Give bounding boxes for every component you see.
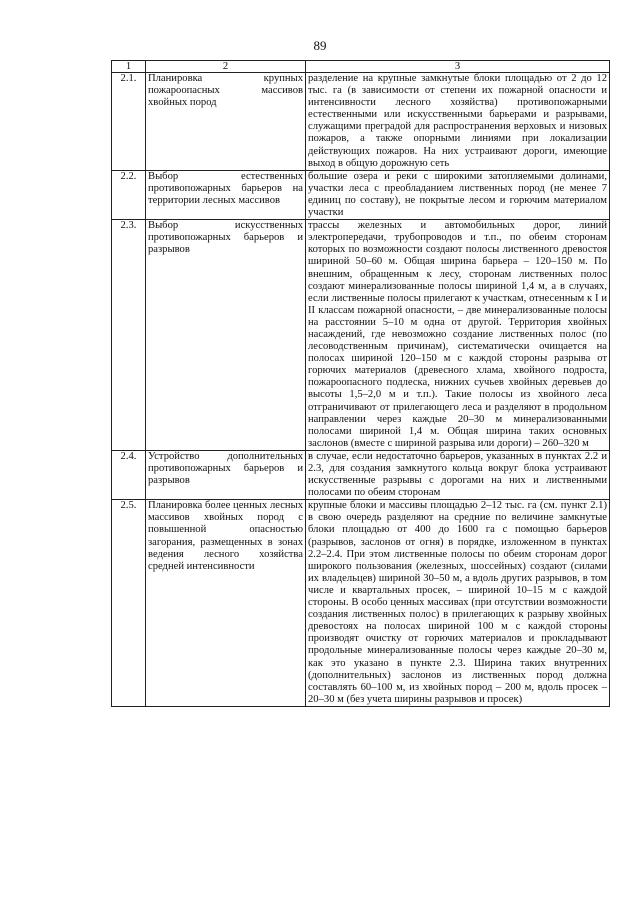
measure-description: большие озера и реки с широкими затопляемыми долинами, участки леса с преобладанием лиственных пород (не менее 7 единиц по составу), не покрытые лесом и горючим материалом участки [306, 170, 610, 219]
row-number: 2.1. [112, 73, 146, 171]
row-number: 2.2. [112, 170, 146, 219]
measure-name: Выбор естественных противопожарных барьеров на территории лесных массивов [146, 170, 306, 219]
measure-description: разделение на крупные замкнутые блоки площадью от 2 до 12 тыс. га (в зависимости от степени их пожарной опасности и интенсивности лесного хозяйства) противопожарными естественными или искусственными барьерами и разрывами, служащими преградой для распространения верховых и низовых пожаров, а также опорными линиями при локализации действующих пожаров. На них устраивают дороги, имеющие выход в общую дорожную сеть [306, 73, 610, 171]
table-header-row [112, 61, 610, 73]
table-row [112, 170, 610, 219]
measure-name: Планировка более ценных лесных массивов хвойных пород с повышенной опасностью загорания, размещенных в зонах ведения лесного хозяйства средней интенсивности [146, 500, 306, 707]
row-number: 2.5. [112, 500, 146, 707]
table-row [112, 450, 610, 499]
row-number: 2.3. [112, 220, 146, 451]
measure-description: трассы железных и автомобильных дорог, линий электропередачи, трубопроводов и т.п., по обеим сторонам которых по возможности создают полосы лиственного древостоя шириной 50–60 м. Общая ширина барьера – 120–150 м. По внешним, обращенным к лесу, сторонам лиственных полос создают минерализованные полосы шириной 1,4 м, а в случаях, если лиственные полосы прилегают к участкам, отнесенным к I и II классам пожарной опасности, – две минерализованные полосы на расстоянии 5–10 м одна от другой. Территория хвойных насаждений, где невозможно создание лиственных полос (по лесоводственным причинам), систематически очищается на полосах шириной 120–150 м с каждой стороны разрыва от горючих материалов (древесного хлама, хвойного подроста, пожароопасного подлеска, нижних сучьев хвойных деревьев до высоты 1,5–2,0 м и т.п.). Такие полосы из хвойного леса отграничивают от прилегающего леса и разделяют в продольном направлении через каждые 20–30 м минерализованными полосами шириной 1,4 м. Общая ширина таких основных заслонов (вместе с шириной разрыва или дороги) – 260–320 м [306, 220, 610, 451]
row-number: 2.4. [112, 450, 146, 499]
header-col-3: 3 [306, 61, 610, 73]
table-row [112, 220, 610, 451]
measures-table [111, 60, 610, 707]
measure-name: Выбор искусственных противопожарных барьеров и разрывов [146, 220, 306, 451]
table-row [112, 73, 610, 171]
measure-description: крупные блоки и массивы площадью 2–12 тыс. га (см. пункт 2.1) в свою очередь разделяют на средние по величине замкнутые блоки площадью от 400 до 1600 га с помощью барьеров (разрывов, заслонов от огня) в порядке, изложенном в пунктах 2.2–2.4. При этом лиственные полосы по обеим сторонам дорог широкого пользования (железных, шоссейных) создают (силами их владельцев) шириной 30–50 м, а вдоль других разрывов, в том числе и квартальных просек, – шириной 10–15 м с каждой стороны. В особо ценных массивах (при отсутствии возможности создания лиственных полос) в прилегающих к разрыву хвойных древостоях на полосах шириной 100 м с каждой стороны производят очистку от горючих материалов и прокладывают продольные минерализованные полосы через каждые 20–30 м, как это указано в пункте 2.3. Ширина таких внутренних (дополнительных) заслонов из лиственных пород должна составлять 60–100 м, из хвойных пород – 200 м, вдоль просек – 20–30 м (без учета ширины разрывов и просек) [306, 500, 610, 707]
table-row [112, 500, 610, 707]
measure-name: Планировка крупных пожароопасных массивов хвойных пород [146, 73, 306, 171]
measure-description: в случае, если недостаточно барьеров, указанных в пунктах 2.2 и 2.3, для создания замкнутого кольца вокруг блока устраивают искусственные разрывы с дорогами на них и лиственными полосами по обеим сторонам [306, 450, 610, 499]
header-col-2: 2 [146, 61, 306, 73]
measure-name: Устройство дополнительных противопожарных барьеров и разрывов [146, 450, 306, 499]
header-col-1: 1 [112, 61, 146, 73]
page-number: 89 [313, 38, 327, 53]
